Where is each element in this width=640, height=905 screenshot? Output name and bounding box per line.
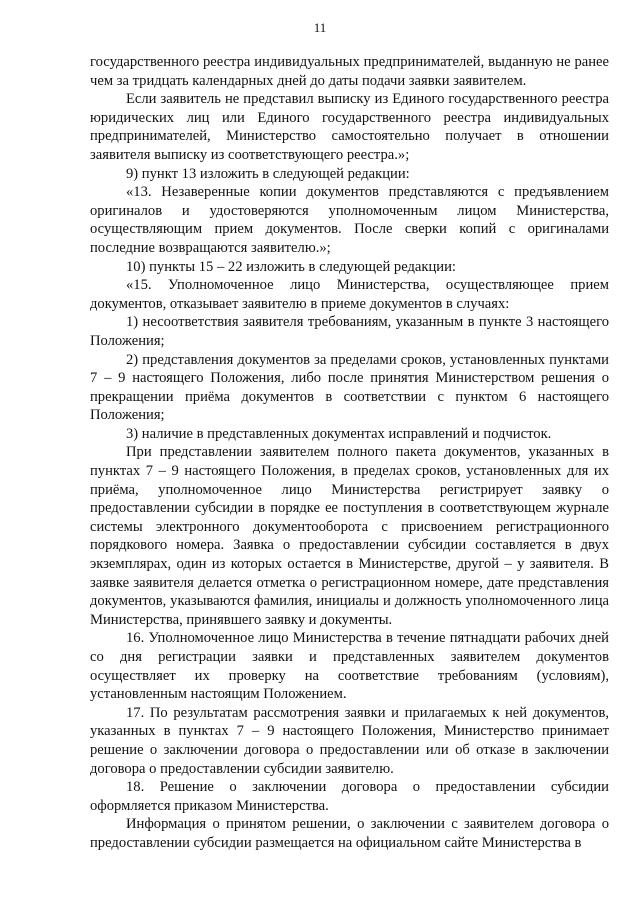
paragraph: 2) представления документов за пределами сроков, установленных пунктами 7 – 9 настоящего Положения, либо после принятия Министерством решения о прекращении приёма документов в соответствии с пунктом 6 настоящего Положения; (90, 351, 609, 424)
page-number: 11 (313, 20, 327, 35)
paragraph: 18. Решение о заключении договора о предоставлении субсидии оформляется приказом Министерства. (90, 779, 609, 814)
paragraph: 10) пункты 15 – 22 изложить в следующей редакции: (126, 258, 456, 275)
paragraph: 16. Уполномоченное лицо Министерства в течение пятнадцати рабочих дней со дня регистрации заявки и представленных заявителем документов осуществляет их проверку на соответствие требованиям (условиям), установленным настоящим Положением. (90, 630, 609, 703)
paragraph: государственного реестра индивидуальных предпринимателей, выданную не ранее чем за тридцать календарных дней до даты подачи заявки заявителем. (90, 54, 609, 89)
document-body (90, 53, 609, 853)
paragraph: Если заявитель не представил выписку из Единого государственного реестра юридических лиц или Единого государственного реестра индивидуальных предпринимателей, Министерство самостоятельно получает в отношении заявителя выписку из соответствующего реестра.»; (90, 91, 609, 163)
paragraph: 17. По результатам рассмотрения заявки и прилагаемых к ней документов, указанных в пунктах 7 – 9 настоящего Положения, Министерство принимает решение о заключении договора о предоставлении или об отказе в заключении договора о предоставлении субсидии заявителю. (90, 704, 609, 777)
paragraph: 9) пункт 13 изложить в следующей редакции: (126, 165, 410, 182)
paragraph: «15. Уполномоченное лицо Министерства, осуществляющее прием документов, отказывает заявителю в приеме документов в случаях: (90, 277, 609, 312)
paragraph: «13. Незаверенные копии документов представляются с предъявлением оригиналов и удостоверяются уполномоченным лицом Министерства, осуществляющим прием документов. После сверки копий с оригиналами последние возвращаются заявителю.»; (90, 184, 609, 256)
paragraph: 1) несоответствия заявителя требованиям, указанным в пункте 3 настоящего Положения; (90, 314, 609, 349)
paragraph: Информация о принятом решении, о заключении с заявителем договора о предоставлении субсидии размещается на официальном сайте Министерства в (90, 816, 609, 851)
paragraph: При представлении заявителем полного пакета документов, указанных в пунктах 7 – 9 настоящего Положения, в пределах сроков, установленных для их приёма, уполномоченное лицо Министерства регистрирует заявку о предоставлении субсидии в порядке ее поступления в соответствующем журнале системы электронного документооборота с присвоением регистрационного порядкового номера. Заявка о предоставлении субсидии составляется в двух экземплярах, один из которых остается в Министерстве, другой – у заявителя. В заявке заявителя делается отметка о регистрационном номере, дате представления документов, указываются фамилия, инициалы и должность уполномоченного лица Министерства, принявшего заявку и документы. (90, 444, 609, 628)
paragraph: 3) наличие в представленных документах исправлений и подчисток. (126, 425, 552, 442)
